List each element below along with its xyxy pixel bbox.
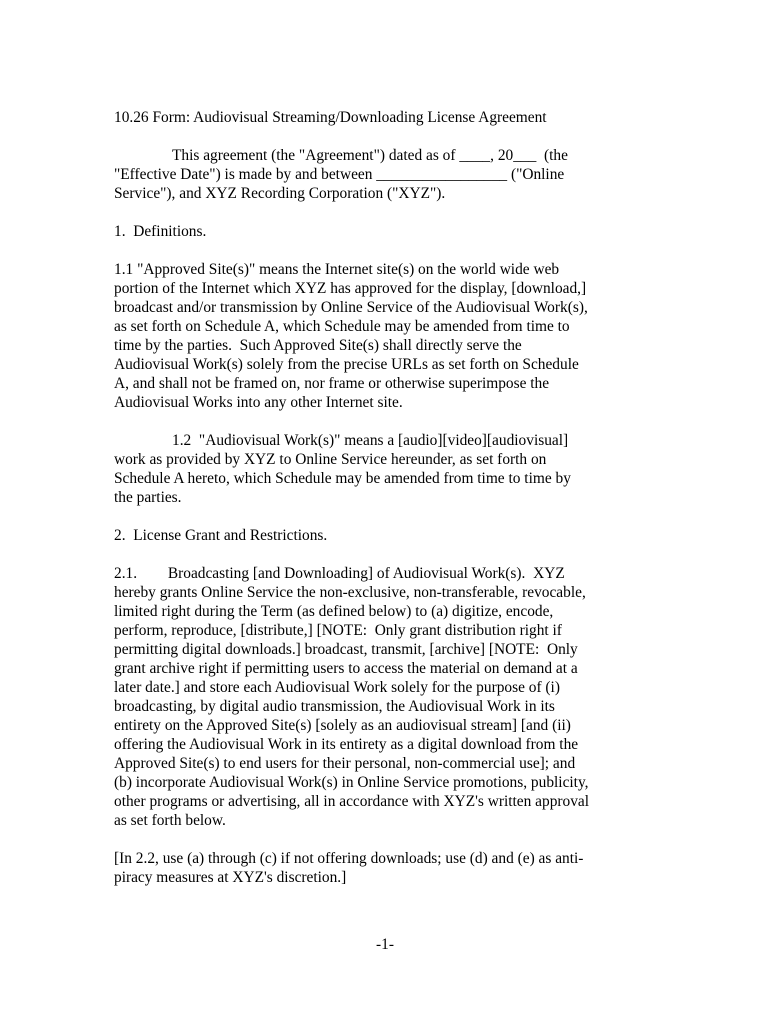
section-1-heading: 1. Definitions. <box>114 223 207 240</box>
note-2-2-line: [In 2.2, use (a) through (c) if not offering downloads; use (d) and (e) as anti- <box>114 850 584 867</box>
intro-line-2: "Effective Date") is made by and between _________________ ("Online <box>114 166 565 183</box>
section-1-1-line: as set forth on Schedule A, which Schedule may be amended from time to <box>114 318 570 335</box>
note-2-2-line: piracy measures at XYZ's discretion.] <box>114 869 347 886</box>
section-2-1-line: hereby grants Online Service the non-exclusive, non-transferable, revocable, <box>114 584 586 601</box>
section-2-1-line: (b) incorporate Audiovisual Work(s) in Online Service promotions, publicity, <box>114 774 589 791</box>
section-2-1-line: broadcasting, by digital audio transmission, the Audiovisual Work in its <box>114 698 555 715</box>
section-2-1-line: as set forth below. <box>114 812 226 829</box>
section-1-1-line: 1.1 "Approved Site(s)" means the Internet site(s) on the world wide web <box>114 261 560 278</box>
section-2-1-line: perform, reproduce, [distribute,] [NOTE: Only grant distribution right if <box>114 622 562 639</box>
section-2-1-line: offering the Audiovisual Work in its entirety as a digital download from the <box>114 736 579 753</box>
section-1-2-line: the parties. <box>114 489 182 506</box>
section-2-1-line: Approved Site(s) to end users for their personal, non-commercial use]; and <box>114 755 576 772</box>
section-1-2-line: work as provided by XYZ to Online Service hereunder, as set forth on <box>114 451 547 468</box>
section-1-1-line: Audiovisual Works into any other Internet site. <box>114 394 403 411</box>
section-1-1-line: portion of the Internet which XYZ has approved for the display, [download,] <box>114 280 587 297</box>
intro-line-3: Service"), and XYZ Recording Corporation ("XYZ"). <box>114 185 446 202</box>
section-1-1-line: broadcast and/or transmission by Online Service of the Audiovisual Work(s), <box>114 299 588 316</box>
section-1-1-line: time by the parties. Such Approved Site(s) shall directly serve the <box>114 337 522 354</box>
section-2-1-line: 2.1. Broadcasting [and Downloading] of Audiovisual Work(s). XYZ <box>114 565 565 582</box>
document-title: 10.26 Form: Audiovisual Streaming/Downloading License Agreement <box>114 109 547 126</box>
section-1-2-line: Schedule A hereto, which Schedule may be amended from time to time by <box>114 470 571 487</box>
section-2-1-line: other programs or advertising, all in accordance with XYZ's written approval <box>114 793 590 810</box>
section-2-1-line: entirety on the Approved Site(s) [solely as an audiovisual stream] [and (ii) <box>114 717 571 734</box>
page-number: -1- <box>376 936 394 953</box>
section-2-1-line: limited right during the Term (as defined below) to (a) digitize, encode, <box>114 603 554 620</box>
section-2-heading: 2. License Grant and Restrictions. <box>114 527 328 544</box>
section-1-2-line: 1.2 "Audiovisual Work(s)" means a [audio][video][audiovisual] <box>172 432 569 449</box>
section-1-1-line: Audiovisual Work(s) solely from the precise URLs as set forth on Schedule <box>114 356 579 373</box>
section-2-1-line: permitting digital downloads.] broadcast, transmit, [archive] [NOTE: Only <box>114 641 578 658</box>
section-2-1-line: grant archive right if permitting users to access the material on demand at a <box>114 660 578 677</box>
section-2-1-line: later date.] and store each Audiovisual Work solely for the purpose of (i) <box>114 679 560 696</box>
intro-line-1: This agreement (the "Agreement") dated as of ____, 20___ (the <box>172 147 568 164</box>
section-1-1-line: A, and shall not be framed on, nor frame or otherwise superimpose the <box>114 375 550 392</box>
